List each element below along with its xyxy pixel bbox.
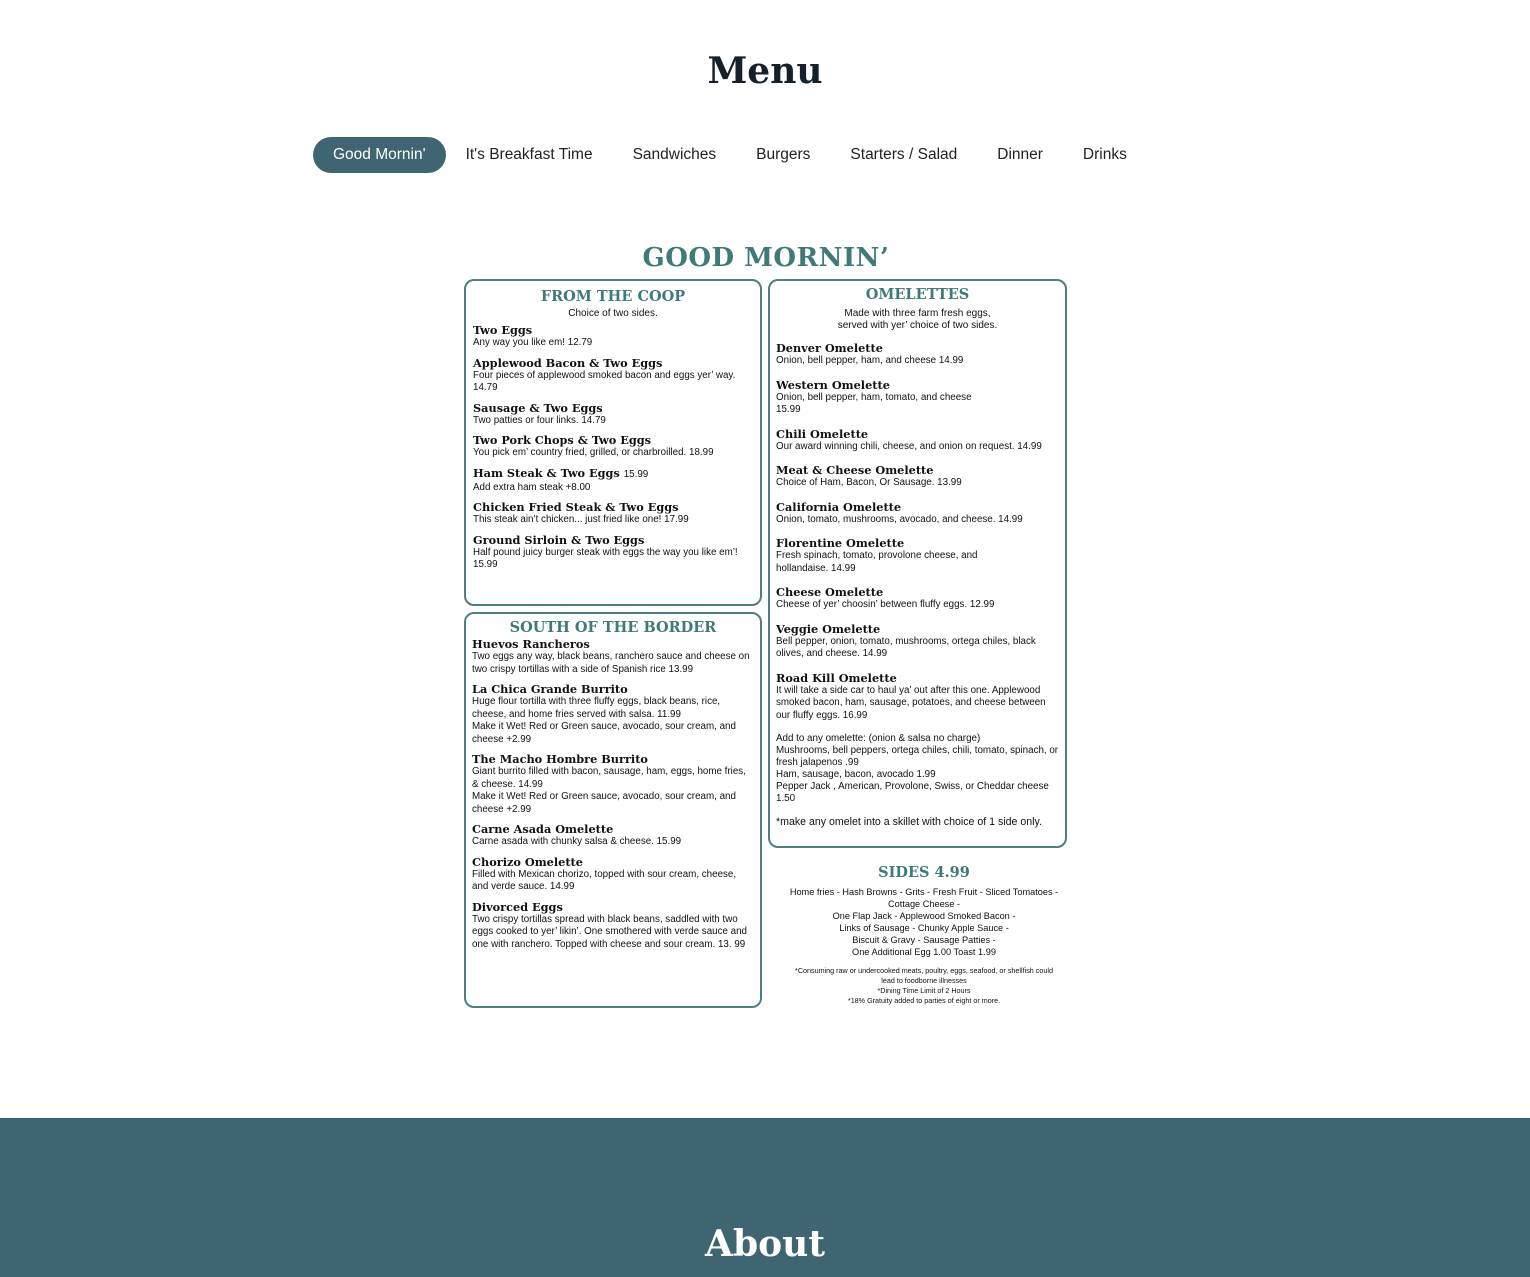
item-name: Applewood Bacon & Two Eggs: [473, 355, 663, 370]
item-desc: Onion, bell pepper, ham, and cheese 14.99: [776, 355, 964, 366]
item-desc: Two patties or four links. 14.79: [473, 414, 606, 426]
sides-line: Cottage Cheese -: [887, 899, 960, 909]
item-name: Carne Asada Omelette: [472, 822, 614, 836]
about-section: [0, 1118, 1530, 1277]
item-name: Meat & Cheese Omelette: [776, 463, 934, 477]
tab-starters-salad[interactable]: Starters / Salad: [850, 146, 958, 163]
list-item: [473, 356, 753, 395]
addon-line: Add to any omelette: (onion & salsa no charge): [776, 733, 981, 744]
item-desc: Any way you like em! 12.79: [473, 337, 593, 348]
fine-print-line: *18% Gratuity added to parties of eight or more.: [847, 996, 1001, 1005]
item-desc: Onion, bell pepper, ham, tomato, and cheese 15.99: [776, 391, 972, 415]
fine-print-line: *Dining Time Limit of 2 Hours: [877, 986, 971, 995]
sides-line: One Flap Jack - Applewood Smoked Bacon -: [832, 911, 1016, 921]
menu-section-heading: GOOD MORNIN’: [642, 243, 890, 273]
tab-burgers[interactable]: Burgers: [756, 146, 811, 163]
coop-panel: [464, 279, 762, 606]
tab-good-mornin[interactable]: Good Mornin': [313, 137, 446, 173]
item-desc: Half pound juicy burger steak with eggs the way you like em’! 15.99: [473, 546, 738, 570]
sides-line: Home fries - Hash Browns - Grits - Fresh Fruit - Sliced Tomatoes -: [789, 887, 1059, 897]
sides-title: SIDES 4.99: [878, 864, 970, 881]
tab-dinner[interactable]: Dinner: [997, 146, 1043, 163]
item-name: Two Eggs: [473, 323, 533, 337]
addon-line: Mushrooms, bell peppers, ortega chiles, chili, tomato, spinach, or fresh jalapenos .99: [776, 745, 1059, 768]
tab-drinks[interactable]: Drinks: [1082, 146, 1127, 163]
item-extra: Make it Wet! Red or Green sauce, avocado, sour cream, and cheese +2.99: [472, 721, 736, 745]
list-item: [472, 637, 754, 676]
item-desc: Two eggs any way, black beans, ranchero sauce and cheese on two crispy tortillas with a side of Spanish rice 13.99: [472, 651, 750, 675]
list-item: [473, 323, 753, 350]
item-desc: Fresh spinach, tomato, provolone cheese, and hollandaise. 14.99: [776, 550, 978, 574]
item-name: Sausage & Two Eggs: [473, 400, 603, 415]
item-name: Veggie Omelette: [776, 621, 881, 636]
item-extra: Make it Wet! Red or Green sauce, avocado, sour cream, and cheese +2.99: [472, 791, 736, 815]
sides-list: [780, 886, 1068, 958]
about-title: About: [705, 1223, 825, 1265]
list-item: [776, 427, 1059, 454]
item-name: Chicken Fried Steak & Two Eggs: [473, 500, 679, 514]
item-desc: Bell pepper, onion, tomato, mushrooms, ortega chiles, black olives, and cheese. 14.99: [776, 635, 1036, 659]
list-item: [776, 341, 1059, 368]
tab-breakfast-time[interactable]: It's Breakfast Time: [465, 146, 593, 163]
list-item: [472, 682, 754, 746]
item-name: California Omelette: [776, 499, 902, 514]
list-item: [473, 401, 753, 428]
list-item: [776, 500, 1059, 527]
page-title: Menu: [707, 50, 823, 92]
item-desc: Cheese of yer’ choosin’ between fluffy eggs. 12.99: [776, 599, 995, 610]
list-item: [472, 752, 754, 816]
item-desc: Choice of Ham, Bacon, Or Sausage. 13.99: [776, 477, 962, 488]
fine-print-line: lead to foodborne illnesses: [881, 976, 967, 985]
item-desc: Add extra ham steak +8.00: [473, 481, 591, 493]
item-name: Chili Omelette: [776, 426, 869, 441]
item-name: Two Pork Chops & Two Eggs: [473, 433, 651, 447]
item-desc: Huge flour tortilla with three fluffy eggs, black beans, rice, cheese, and home fries served with salsa. 11.99: [472, 696, 721, 720]
list-item: [473, 500, 753, 527]
list-item: [776, 671, 1059, 723]
item-name: Divorced Eggs: [472, 899, 563, 914]
omelettes-subtitle-line-1: Made with three farm fresh eggs,: [844, 308, 991, 319]
list-item: [473, 466, 753, 495]
list-item: [776, 536, 1059, 575]
item-desc: Our award winning chili, cheese, and onion on request. 14.99: [776, 440, 1042, 452]
list-item: [776, 378, 1059, 417]
sides-line: One Additional Egg 1.00 Toast 1.99: [852, 947, 996, 957]
list-item: [472, 855, 754, 894]
item-name: [473, 466, 753, 482]
item-name: Western Omelette: [776, 377, 890, 392]
addon-line: Ham, sausage, bacon, avocado 1.99: [776, 769, 936, 780]
item-desc: Filled with Mexican chorizo, topped with sour cream, cheese, and verde sauce. 14.99: [472, 868, 737, 892]
list-item: [473, 533, 753, 572]
item-desc: This steak ain’t chicken... just fried like one! 17.99: [473, 514, 689, 525]
omelettes-subtitle-line-2: served with yer’ choice of two sides.: [837, 320, 998, 331]
item-name: Huevos Rancheros: [472, 637, 590, 651]
omelette-addons: [776, 733, 1059, 805]
fine-print-line: *Consuming raw or undercooked meats, poultry, eggs, seafood, or shellfish could: [795, 966, 1053, 975]
menu-tabs: [313, 137, 1147, 173]
coop-title: FROM THE COOP: [540, 288, 686, 305]
coop-subtitle: Choice of two sides.: [568, 308, 658, 319]
item-name: The Macho Hombre Burrito: [472, 752, 648, 766]
list-item: [776, 463, 1059, 490]
sides-line: Links of Sausage - Chunky Apple Sauce -: [839, 923, 1009, 933]
item-desc: Four pieces of applewood smoked bacon and eggs yer’ way. 14.79: [473, 369, 736, 393]
item-name-text: Ham Steak & Two Eggs: [473, 465, 620, 480]
list-item: [473, 433, 753, 460]
item-desc: Giant burrito filled with bacon, sausage, ham, eggs, home fries, & cheese. 14.99: [472, 766, 746, 790]
item-name: Ground Sirloin & Two Eggs: [473, 532, 645, 547]
list-item: [776, 585, 1059, 612]
item-desc: It will take a side car to haul ya’ out after this one. Applewood smoked bacon, ham, sausage, potatoes, and cheese between our fluffy eggs. 16.99: [776, 684, 1046, 721]
omelettes-panel: [768, 279, 1067, 848]
omelettes-subtitle: [776, 308, 1059, 332]
border-title: SOUTH OF THE BORDER: [509, 619, 717, 636]
item-name: Florentine Omelette: [776, 536, 905, 550]
item-name: La Chica Grande Burrito: [472, 682, 628, 696]
list-item: [472, 900, 754, 952]
skillet-note: *make any omelet into a skillet with choice of 1 side only.: [776, 816, 1042, 828]
item-desc: Carne asada with chunky salsa & cheese. 15.99: [472, 836, 682, 847]
addon-line: Pepper Jack , American, Provolone, Swiss, or Cheddar cheese 1.50: [776, 781, 1049, 804]
item-desc: You pick em’ country fried, grilled, or charbroilled. 18.99: [473, 447, 714, 458]
item-name: Denver Omelette: [776, 341, 883, 355]
item-name: Chorizo Omelette: [472, 854, 583, 869]
sides-section: [780, 864, 1068, 1006]
item-desc: Onion, tomato, mushrooms, avocado, and cheese. 14.99: [776, 513, 1023, 525]
item-price: 15.99: [623, 468, 649, 480]
list-item: [472, 822, 754, 849]
border-panel: [464, 612, 762, 1008]
item-name: Road Kill Omelette: [776, 670, 897, 685]
omelettes-title: OMELETTES: [865, 286, 970, 303]
sides-line: Biscuit & Gravy - Sausage Patties -: [852, 935, 996, 945]
list-item: [776, 622, 1059, 661]
item-desc: Two crispy tortillas spread with black beans, saddled with two eggs cooked to yer’ likin’. One smothered with verde sauce and one with ranchero. Topped with cheese and sour cream. 13. 99: [472, 913, 748, 950]
fine-print: [780, 966, 1068, 1006]
tab-sandwiches[interactable]: Sandwiches: [632, 146, 717, 163]
item-name: Cheese Omelette: [776, 585, 884, 599]
